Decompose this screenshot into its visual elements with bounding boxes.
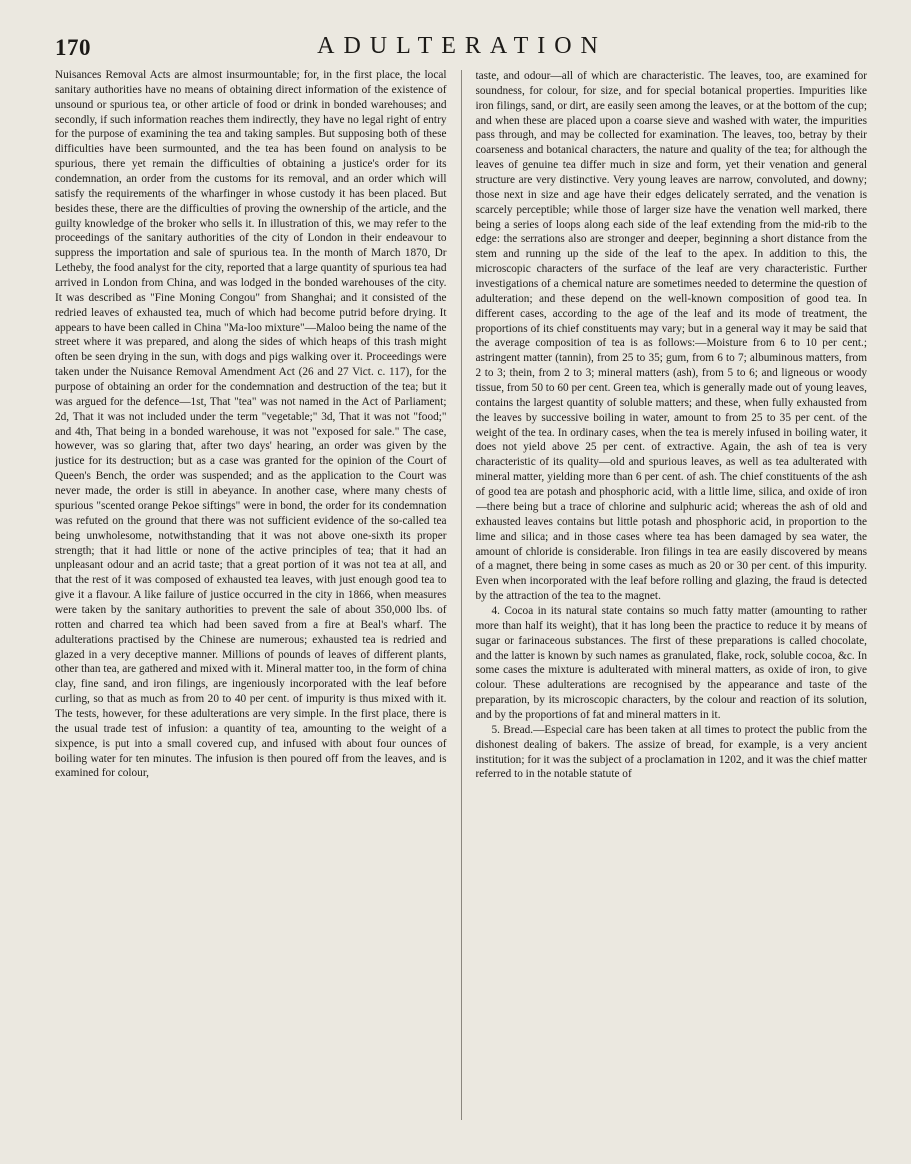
- paragraph: Nuisances Removal Acts are almost insurmountable; for, in the first place, the local sanitary authorities have no means of obtaining direct information of the existence of unsound or spurious tea, or other article of food or drink in bonded warehouses; and secondly, if such information reaches them indirectly, they have no legal right of entry for the purpose of examining the tea and taking samples. But supposing both of these difficulties have been surmounted, and the tea has been found on analysis to be spurious, there yet remain the difficulties of obtaining a justice's order for its condemnation, an order from the customs for its removal, and an order which will satisfy the requirements of the wharfinger in whose custody it has been placed. But besides these, there are the difficulties of proving the ownership of the article, and the guilty knowledge of the broker who sells it. In illustration of this, we may refer to the proceedings of the sanitary authorities of the city of London in their endeavour to suppress the importation and sale of spurious tea. In the month of March 1870, Dr Letheby, the food analyst for the city, reported that a large quantity of spurious tea had arrived in London from China, and was lodged in the bonded warehouses of the city. It was described as "Fine Moning Congou" from Shanghai; and it consisted of the redried leaves of exhausted tea, much of which had become putrid before drying. It appears to have been called in China "Ma-loo mixture"—Maloo being the name of the street where it was prepared, and along the sides of which heaps of this trash might often be seen drying in the sun, with dogs and pigs walking over it. Proceedings were taken under the Nuisance Removal Amendment Act (26 and 27 Vict. c. 117), for the purpose of obtaining an order for the condemnation and destruction of the tea; but it was argued for the defence—1st, That "tea" was not named in the Act of Parliament; 2d, That it was not included under the term "vegetable;" 3d, That it was not "food;" and 4th, That being in a bonded warehouse, it was not "exposed for sale." The case, however, was so glaring that, after two days' hearing, an order was given by the justice for its destruction; but as a case was granted for the opinion of the Court of Queen's Bench, the order was suspended; and as the application to the Court was never made, the order is still in abeyance. In another case, where many chests of spurious "scented orange Pekoe siftings" were in bond, the order for its condemnation was refuted on the ground that there was not sufficient evidence of the so-called tea being unwholesome, notwithstanding that it was not above one-sixth its proper strength; that it had little or none of the active principles of tea; that it had an unpleasant odour and an acrid taste; that a great portion of it was not tea at all, and that the rest of it was composed of exhausted tea leaves, with just enough good tea to give it a flavour. A like failure of justice occurred in the city in 1866, when measures were taken by the sanitary authorities to prevent the sale of about 350,000 lbs. of rotten and charred tea which had been saved from a fire at Beal's wharf. The adulterations practised by the Chinese are numerous; exhausted tea is redried and glazed in a very deceptive manner. Millions of pounds of leaves of different plants, other than tea, are gathered and mixed with it. Mineral matter too, in the form of china clay, fine sand, and iron filings, are ingeniously incorporated with the leaf before curling, so that as much as from 20 to 40 per cent. of impurity is thus mixed with it. The tests, however, for these adulterations are very simple. In the first place, there is the usual trade test of infusion: a quantity of tea, amounting to the weight of a sixpence, is put into a small covered cup, and infused with about four ounces of boiling water for ten minutes. The infusion is then poured off from the leaves, and is examined for colour,: [55, 69, 447, 780]
- page-number: 170: [55, 35, 91, 60]
- paragraph-cocoa: 4. Cocoa in its natural state contains so much fatty matter (amounting to rather more than half its weight), that it has long been the practice to reduce it by means of sugar or farinaceous substances. The first of these preparations is called chocolate, and the latter is known by such names as granulated, flake, rock, soluble cocoa, &c. In some cases the mixture is adulterated with mineral matters, as oxide of iron, to give colour. These adulterations are recognised by the appearance and taste of the preparation, by its microscopic characters, by the colour and reaction of its solution, and by the proportions of fat and mineral matters in it.: [475, 604, 867, 721]
- column-divider: [461, 70, 462, 1120]
- page-header: [55, 33, 869, 63]
- right-column: [476, 69, 868, 1120]
- left-column: [55, 68, 447, 1120]
- paragraph: taste, and odour—all of which are characteristic. The leaves, too, are examined for soundness, for colour, for size, and for special botanical properties. Impurities like iron filings, sand, or dirt, are easily seen among the leaves, or at the bottom of the cup; and when these are placed upon a coarse sieve and washed with water, the impurities pass through, and may be collected for examination. The leaves, too, betray by their coarseness and botanical characters, the nature and quality of the tea; for although the leaves of genuine tea differ much in size and form, yet their venation and general structure are very distinctive. Very young leaves are narrow, convoluted, and downy; those next in size and age have their edges delicately serrated, and the venation is scarcely perceptible; while those of larger size have the venation well marked, there being a series of loops along each side of the leaf extending from the mid-rib to the edge: the serrations also are stronger and deeper, beginning a short distance from the stem and running up the side of the leaf to the apex. In addition to this, the microscopic characters of the surface of the leaf are very characteristic. Further investigations of a chemical nature are sometimes needed to determine the question of adulteration; and these depend on the well-known composition of good tea. In different cases, according to the age of the leaf and its mode of treatment, the proportions of its chief constituents may vary; but in a general way it may be said that the average composition of tea is as follows:—Moisture from 6 to 10 per cent.; astringent matter (tannin), from 25 to 35; gum, from 6 to 7; albuminous matters, from 2 to 3; thein, from 2 to 3; mineral matters (ash), from 5 to 6; and ligneous or woody tissue, from 50 to 60 per cent. Green tea, which is generally made out of young leaves, contains the largest quantity of soluble matters; and these, when fully exhausted from the leaves by successive boiling in water, amount to from 25 to 35 per cent. of the weight of the tea. In ordinary cases, when the tea is merely infused in boiling water, it does not yield above 25 per cent. of extractive. Again, the ash of tea is very characteristic of its quality—old and spurious leaves, as well as tea adulterated with mineral matter, yielding more than 6 per cent. of ash. The chief constituents of the ash of good tea are potash and phosphoric acid, with a little lime, silica, and oxide of iron—there being but a trace of chlorine and sulphuric acid; whereas the ash of old and exhausted leaves contains but little potash and phosphoric acid, in proportion to the lime and silica; and in those cases where tea has been damaged by sea water, the amount of chloride is considerable. Iron filings in tea are easily discovered by means of a magnet, there being in some cases as much as 20 or 30 per cent. of this impurity. Even when incorporated with the leaf before rolling and glazing, the fraud is detected by the attraction of the tea to the magnet.: [475, 70, 867, 603]
- paragraph-bread: 5. Bread.—Especial care has been taken at all times to protect the public from the dishonest dealing of bakers. The assize of bread, for example, is a very ancient institution; for it was the subject of a proclamation in 1202, and it was the chief matter referred to in the notable statute of: [475, 723, 867, 781]
- text-columns: [55, 68, 867, 1120]
- running-head: ADULTERATION: [317, 33, 607, 59]
